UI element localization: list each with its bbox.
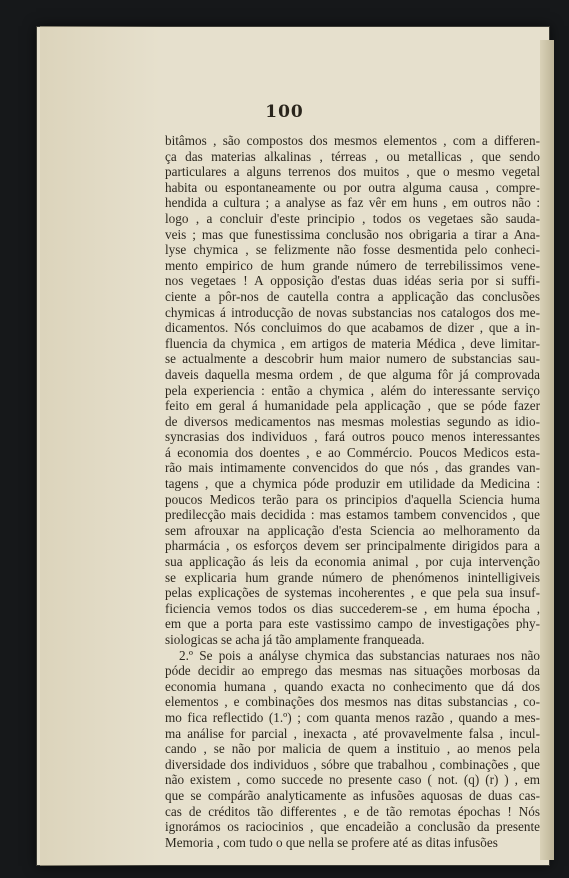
text-line: póde decidir ao emprego das mesmas nas situações morbosas da <box>165 663 540 679</box>
text-line: ficiencia vemos todos os dias succederem-se , em huma épocha , <box>165 600 540 616</box>
text-line: elementos , e combinações dos mesmos nas ditas substancias , co- <box>165 694 540 710</box>
text-line: nos vegetaes ! A opposição d'estas duas idéas seria por si suffi- <box>165 273 540 289</box>
text-line: se actualmente a descobrir hum maior numero de substancias sau- <box>165 351 540 367</box>
text-line: daveis daquella mesma ordem , de que alguma fôr já comprovada <box>165 366 540 382</box>
text-line: economia humana , quando exacta no conhecimento que dá dos <box>165 678 540 694</box>
text-line: siologicas se acha já tão amplamente franqueada. <box>165 632 425 647</box>
text-line: Memoria , com tudo o que nella se profere até as ditas infusões <box>165 834 498 850</box>
text-line: syncrasias dos individuos , fará outros pouco menos interessantes <box>165 429 540 445</box>
text-line: de diversos medicamentos nas mesmas molestias segundo as idio- <box>165 413 540 429</box>
text-line: ma análise for parcial , inexacta , até provavelmente falsa , incul- <box>165 725 540 741</box>
text-line: diversidade dos individuos , sóbre que trabalhou , combinações , que <box>165 756 540 772</box>
text-line: dicamentos. Nós concluimos do que acabamos de dizer , que a in- <box>165 320 540 336</box>
text-line: logo , a concluir d'este principio , todos os vegetaes são sauda- <box>165 210 540 226</box>
text-line: tagens , que a chymica póde produzir em utilidade da Medicina : <box>165 476 540 492</box>
text-line: 2.º Se pois a anályse chymica das substancias naturaes nos não <box>179 647 540 663</box>
text-line: que se compárão analyticamente as infusões aquosas de duas cas- <box>165 787 540 803</box>
text-line: ça das materias alkalinas , térreas , ou metallicas , que sendo <box>165 148 540 164</box>
text-line: cando , se não por malicia de quem a instituio , ao menos pela <box>165 741 540 757</box>
text-line: bitâmos , são compostos dos mesmos elementos , com a differen- <box>165 133 540 148</box>
text-line: predilecção mais decidida : mas estamos tambem convencidos , que <box>165 507 540 523</box>
text-line: lyse chymica , se felizmente não fosse desmentida pelo conheci- <box>165 242 540 258</box>
text-line: mo fica reflectido (1.º) ; com quanta menos razão , quando a mes- <box>165 709 540 725</box>
text-line: particulares a alguns terrenos dos muitos , que o mesmo vegetal <box>165 164 540 180</box>
page-edge-shadow <box>540 40 554 860</box>
page-number: 100 <box>265 102 304 122</box>
text-line: mento empirico de hum grande número de terrebilissimos vene- <box>165 257 540 273</box>
text-line: cas de créditos tão differentes , e de tão remotas épochas ! Nós <box>165 803 540 819</box>
text-line: pela experiencia : então a chymica , além do interessante serviço <box>165 382 540 398</box>
text-line: pharmácia , os esforços devem ser principalmente dirigidos para a <box>165 538 540 554</box>
text-line: á economia dos doentes , e ao Commércio. Poucos Medicos esta- <box>165 444 540 460</box>
text-line: chymicas á introducção de novas substancias nos catalogos dos me- <box>165 304 540 320</box>
text-line: fluencia da chymica , em artigos de materia Médica , deve limitar- <box>165 335 540 351</box>
text-line: habita ou espontaneamente ou por outra alguma causa , compre- <box>165 179 540 195</box>
text-line: hendida a cultura ; a analyse as faz vêr em huns , em outros não : <box>165 195 540 211</box>
text-line: ignorámos os raciocinios , que encadeião a conclusão da presente <box>165 819 540 835</box>
text-line: sem afrouxar na applicação d'esta Sciencia ao melhoramento da <box>165 522 540 538</box>
text-line: ciente a pôr-nos de cautella contra a applicação das conclusões <box>165 288 540 304</box>
text-line: se explicaria hum grande número de phenómenos inintelligiveis <box>165 569 540 585</box>
text-line: sua applicação ás leis da economia animal , por cuja intervenção <box>165 554 540 570</box>
text-line: em que a porta para este vastissimo campo de investigações phy- <box>165 616 540 632</box>
text-line: poucos Medicos terão para os principios d'aquella Sciencia huma <box>165 491 540 507</box>
text-line: rão mais intimamente convencidos do que nós , das grandes van- <box>165 460 540 476</box>
text-line: não existem , como succede no presente caso ( not. (q) (r) ) , em <box>165 772 540 788</box>
body-text <box>165 133 540 850</box>
text-line: feito em geral á humanidade pela applicação , que se póde fazer <box>165 398 540 414</box>
text-line: veis ; mas que funestissima conclusão nos obrigaria a tirar a Ana- <box>165 226 540 242</box>
text-line: pelas explicações de systemas incoherentes , e que pela sua insuf- <box>165 585 540 601</box>
